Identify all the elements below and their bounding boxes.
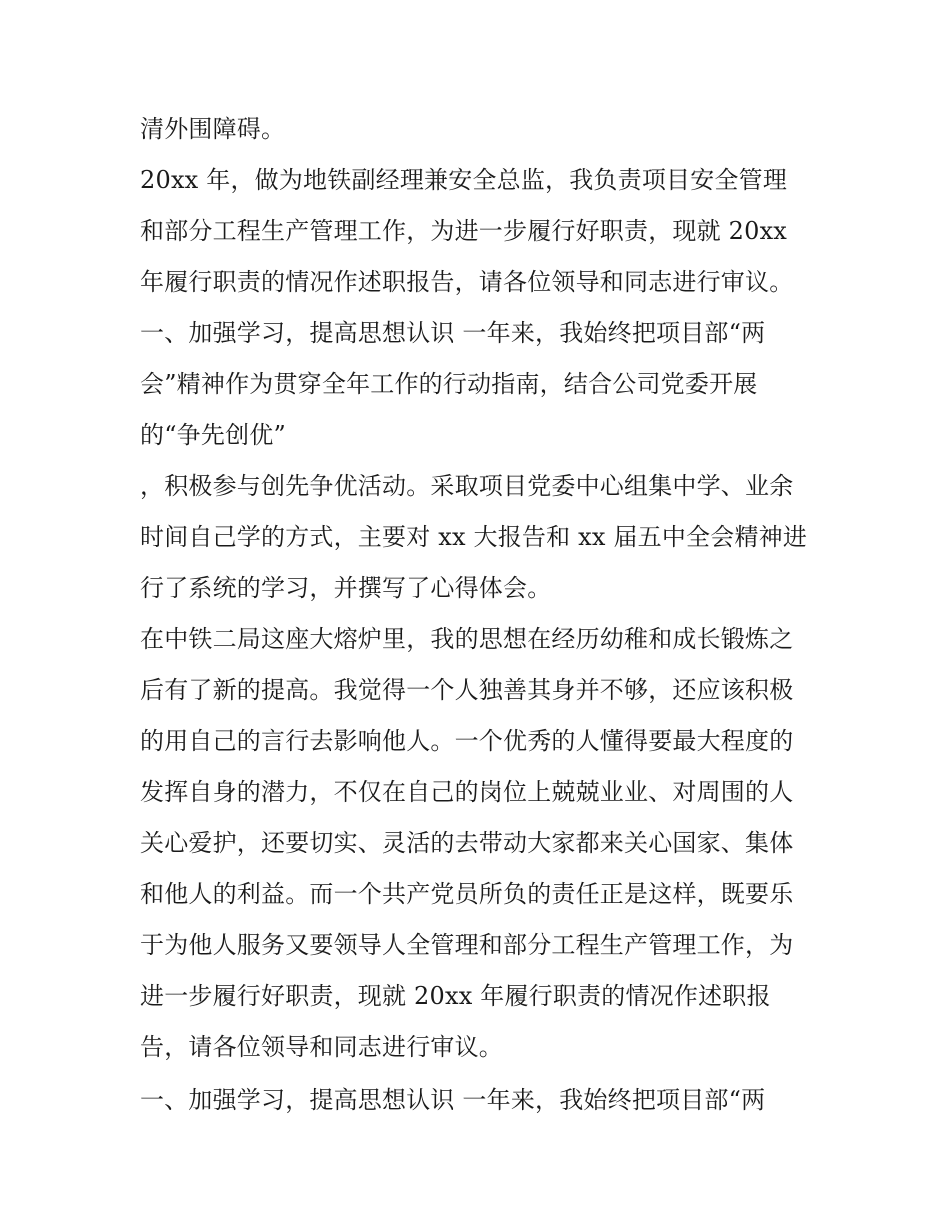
text-line: 20xx 年，做为地铁副经理兼安全总监，我负责项目安全管理 (140, 166, 788, 194)
text-line: 和他人的利益。而一个共产党员所负的责任正是这样，既要乐 (140, 880, 794, 908)
text-line: 清外围障碍。 (140, 115, 286, 143)
text-line: 关心爱护，还要切实、灵活的去带动大家都来关心国家、集体 (140, 829, 794, 857)
text-line: 一、加强学习，提高思想认识 一年来，我始终把项目部“两 (140, 319, 766, 347)
text-line: 告，请各位领导和同志进行审议。 (140, 1033, 503, 1061)
text-line: 行了系统的学习，并撰写了心得体会。 (140, 574, 552, 602)
text-line: 的“争先创优” (140, 421, 286, 449)
text-line: 在中铁二局这座大熔炉里，我的思想在经历幼稚和成长锻炼之 (140, 625, 794, 653)
text-line: 和部分工程生产管理工作，为进一步履行好职责，现就 20xx (140, 217, 788, 245)
text-line: 于为他人服务又要领导人全管理和部分工程生产管理工作，为 (140, 931, 794, 959)
text-line: 发挥自身的潜力，不仅在自己的岗位上兢兢业业、对周围的人 (140, 778, 794, 806)
body-text (140, 104, 820, 1126)
text-line: ，积极参与创先争优活动。采取项目党委中心组集中学、业余 (140, 472, 794, 500)
text-line: 时间自己学的方式，主要对 xx 大报告和 xx 届五中全会精神进 (140, 523, 808, 551)
text-line: 后有了新的提高。我觉得一个人独善其身并不够，还应该积极 (140, 676, 794, 704)
text-line: 一、加强学习，提高思想认识 一年来，我始终把项目部“两 (140, 1086, 766, 1114)
text-line: 进一步履行好职责，现就 20xx 年履行职责的情况作述职报 (140, 982, 771, 1010)
text-line: 的用自己的言行去影响他人。一个优秀的人懂得要最大程度的 (140, 727, 794, 755)
text-line: 会”精神作为贯穿全年工作的行动指南，结合公司党委开展 (140, 370, 758, 398)
text-line: 年履行职责的情况作述职报告，请各位领导和同志进行审议。 (140, 268, 794, 296)
